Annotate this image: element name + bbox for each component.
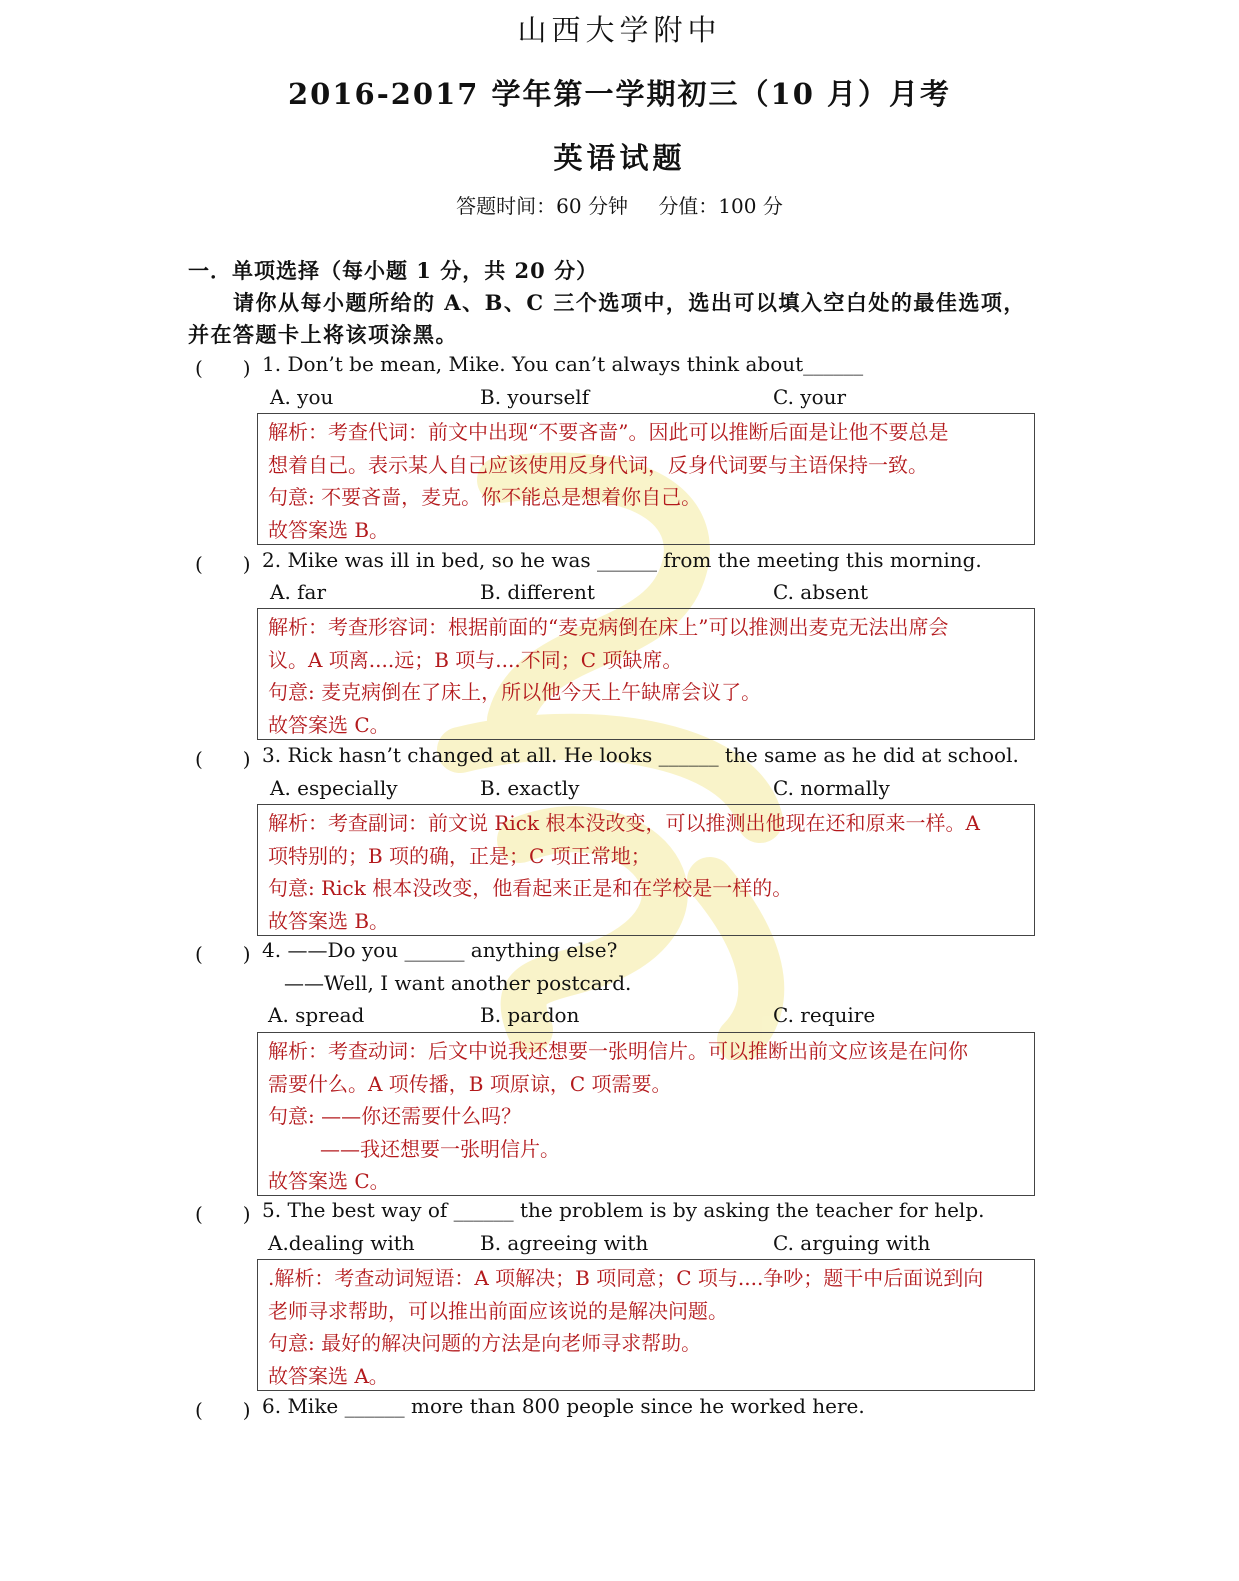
explanation-line: 解析：考查副词：前文说 Rick 根本没改变，可以推测出他现在还和原来一样。A	[268, 811, 980, 835]
school-name: 山西大学附中	[517, 13, 722, 47]
option-b: B. pardon	[480, 1003, 580, 1027]
option-b: B. different	[480, 580, 595, 604]
explanation-line: 议。A 项离....远；B 项与....不同；C 项缺席。	[268, 647, 683, 672]
exam-title: 2016-2017 学年第一学期初三（10 月）月考	[287, 77, 951, 111]
section-instruction-line2: 并在答题卡上将该项涂黑。	[188, 322, 458, 347]
exam-meta	[0, 190, 1239, 219]
answer-paren: ( )	[195, 356, 251, 380]
option-c: C. normally	[773, 776, 890, 800]
explanation-answer: 故答案选 B。	[268, 908, 390, 933]
answer-paren: ( )	[195, 942, 251, 966]
explanation-line: 项特别的；B 项的确，正是；C 项正常地；	[268, 843, 651, 868]
exam-time: 答题时间：60 分钟	[456, 194, 628, 218]
explanation-box	[257, 1032, 1035, 1196]
exam-score: 分值：100 分	[658, 194, 783, 218]
option-c: C. arguing with	[773, 1231, 931, 1255]
explanation-line: .解析：考查动词短语：A 项解决；B 项同意；C 项与....争吵；题干中后面说到向	[268, 1266, 984, 1290]
explanation-line: 解析：考查动词：后文中说我还想要一张明信片。可以推断出前文应该是在问你	[268, 1039, 968, 1063]
option-c: C. require	[773, 1003, 876, 1027]
question-stem: 5. The best way of ______ the problem is by asking the teacher for help.	[262, 1198, 985, 1222]
question-stem: 6. Mike ______ more than 800 people since he worked here.	[262, 1394, 865, 1418]
question-stem: 4. ——Do you ______ anything else?	[262, 938, 618, 962]
option-c: C. absent	[773, 580, 869, 604]
explanation-box	[257, 413, 1035, 545]
section-instruction-line1: 请你从每小题所给的 A、B、C 三个选项中，选出可以填入空白处的最佳选项，	[233, 290, 1026, 315]
explanation-line: 句意: ——你还需要什么吗？	[268, 1104, 522, 1128]
answer-paren: ( )	[195, 1202, 251, 1226]
option-a: A. you	[270, 385, 334, 409]
explanation-line: 句意: 最好的解决问题的方法是向老师寻求帮助。	[268, 1331, 702, 1355]
explanation-box	[257, 1259, 1035, 1391]
explanation-box	[257, 804, 1035, 936]
option-a: A. spread	[268, 1003, 365, 1027]
section-title: 一．单项选择（每小题 1 分，共 20 分）	[188, 258, 599, 283]
explanation-line: 句意: 不要吝啬，麦克。你不能总是想着你自己。	[268, 485, 702, 509]
option-b: B. exactly	[480, 776, 580, 800]
option-b: B. agreeing with	[480, 1231, 649, 1255]
option-a: A. especially	[270, 776, 398, 800]
option-c: C. your	[773, 385, 847, 409]
explanation-line: 老师寻求帮助，可以推出前面应该说的是解决问题。	[268, 1298, 728, 1323]
explanation-answer: 故答案选 C。	[268, 712, 390, 737]
explanation-line: 句意: 麦克病倒在了床上，所以他今天上午缺席会议了。	[268, 680, 762, 704]
option-b: B. yourself	[480, 385, 590, 409]
answer-paren: ( )	[195, 747, 251, 771]
answer-paren: ( )	[195, 1398, 251, 1422]
explanation-line: 解析：考查形容词：根据前面的“麦克病倒在床上”可以推测出麦克无法出席会	[268, 615, 949, 639]
question-stem: 2. Mike was ill in bed, so he was ______ from the meeting this morning.	[262, 548, 982, 572]
explanation-answer: 故答案选 B。	[268, 517, 390, 542]
explanation-answer: 故答案选 A。	[268, 1363, 389, 1388]
explanation-line: ——我还想要一张明信片。	[320, 1136, 560, 1161]
explanation-line: 解析：考查代词：前文中出现“不要吝啬”。因此可以推断后面是让他不要总是	[268, 420, 949, 444]
explanation-line: 需要什么。A 项传播，B 项原谅，C 项需要。	[268, 1071, 672, 1096]
subject-title: 英语试题	[553, 141, 686, 175]
explanation-line: 句意: Rick 根本没改变，他看起来正是和在学校是一样的。	[268, 876, 793, 900]
question-stem: 1. Don’t be mean, Mike. You can’t always think about______	[262, 352, 864, 376]
explanation-answer: 故答案选 C。	[268, 1169, 390, 1193]
option-a: A.dealing with	[268, 1231, 415, 1255]
option-a: A. far	[270, 580, 327, 604]
explanation-box	[257, 608, 1035, 740]
question-stem: 3. Rick hasn’t changed at all. He looks ______ the same as he did at school.	[262, 743, 1019, 767]
answer-paren: ( )	[195, 552, 251, 576]
question-stem-reply: ——Well, I want another postcard.	[284, 971, 632, 995]
explanation-line: 想着自己。表示某人自己应该使用反身代词，反身代词要与主语保持一致。	[268, 452, 928, 477]
